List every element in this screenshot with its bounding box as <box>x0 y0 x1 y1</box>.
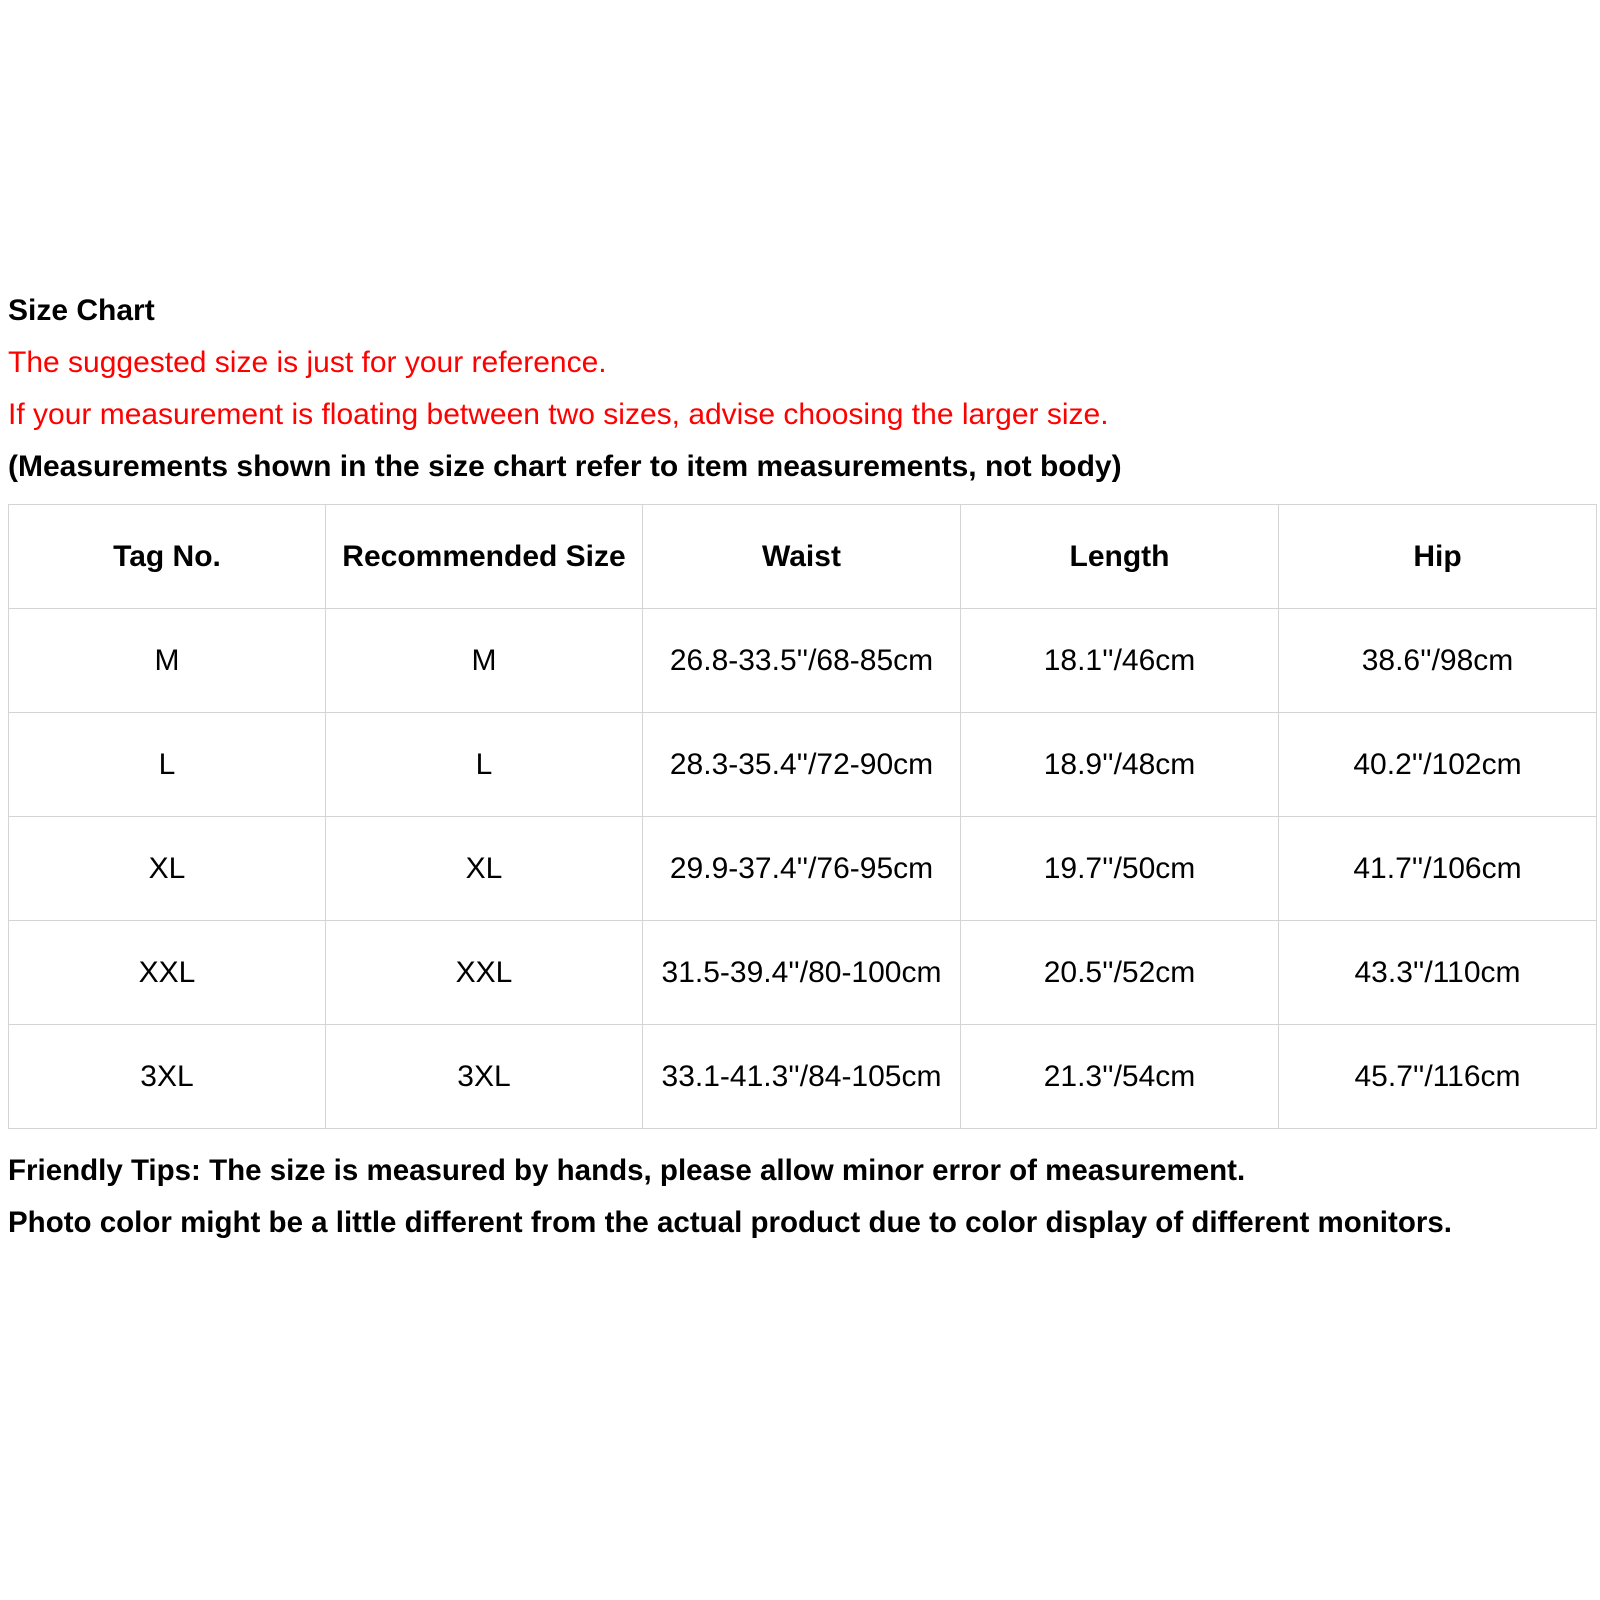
cell-waist: 28.3-35.4''/72-90cm <box>643 713 961 817</box>
cell-length: 18.1''/46cm <box>961 609 1279 713</box>
cell-waist: 33.1-41.3''/84-105cm <box>643 1025 961 1129</box>
cell-length: 18.9''/48cm <box>961 713 1279 817</box>
cell-hip: 45.7''/116cm <box>1279 1025 1597 1129</box>
header-length: Length <box>961 505 1279 609</box>
table-row <box>9 1025 1597 1129</box>
cell-recommended-size: L <box>326 713 643 817</box>
cell-length: 21.3''/54cm <box>961 1025 1279 1129</box>
cell-tag-no: L <box>9 713 326 817</box>
friendly-tips <box>8 1145 1592 1249</box>
cell-tag-no: XXL <box>9 921 326 1025</box>
header-recommended-size: Recommended Size <box>326 505 643 609</box>
cell-tag-no: 3XL <box>9 1025 326 1129</box>
cell-tag-no: M <box>9 609 326 713</box>
size-chart-document <box>8 285 1592 1249</box>
size-table <box>8 504 1597 1129</box>
table-header-row <box>9 505 1597 609</box>
cell-length: 19.7''/50cm <box>961 817 1279 921</box>
tips-measurement: Friendly Tips: The size is measured by hands, please allow minor error of measurement. <box>8 1154 1246 1187</box>
cell-waist: 26.8-33.5''/68-85cm <box>643 609 961 713</box>
cell-hip: 38.6''/98cm <box>1279 609 1597 713</box>
larger-size-advice: If your measurement is floating between two sizes, advise choosing the larger size. <box>8 398 1109 431</box>
table-row <box>9 921 1597 1025</box>
cell-tag-no: XL <box>9 817 326 921</box>
cell-length: 20.5''/52cm <box>961 921 1279 1025</box>
table-row <box>9 713 1597 817</box>
cell-hip: 41.7''/106cm <box>1279 817 1597 921</box>
cell-waist: 29.9-37.4''/76-95cm <box>643 817 961 921</box>
cell-waist: 31.5-39.4''/80-100cm <box>643 921 961 1025</box>
measurement-note: (Measurements shown in the size chart refer to item measurements, not body) <box>8 450 1122 483</box>
cell-recommended-size: XXL <box>326 921 643 1025</box>
header-hip: Hip <box>1279 505 1597 609</box>
cell-hip: 43.3''/110cm <box>1279 921 1597 1025</box>
table-row <box>9 817 1597 921</box>
tips-photo-color: Photo color might be a little different from the actual product due to color display of different monitors. <box>8 1206 1452 1239</box>
table-row <box>9 609 1597 713</box>
cell-recommended-size: 3XL <box>326 1025 643 1129</box>
reference-note: The suggested size is just for your reference. <box>8 346 607 379</box>
cell-recommended-size: M <box>326 609 643 713</box>
cell-hip: 40.2''/102cm <box>1279 713 1597 817</box>
page-title: Size Chart <box>8 294 155 327</box>
header-tag-no: Tag No. <box>9 505 326 609</box>
header-waist: Waist <box>643 505 961 609</box>
cell-recommended-size: XL <box>326 817 643 921</box>
